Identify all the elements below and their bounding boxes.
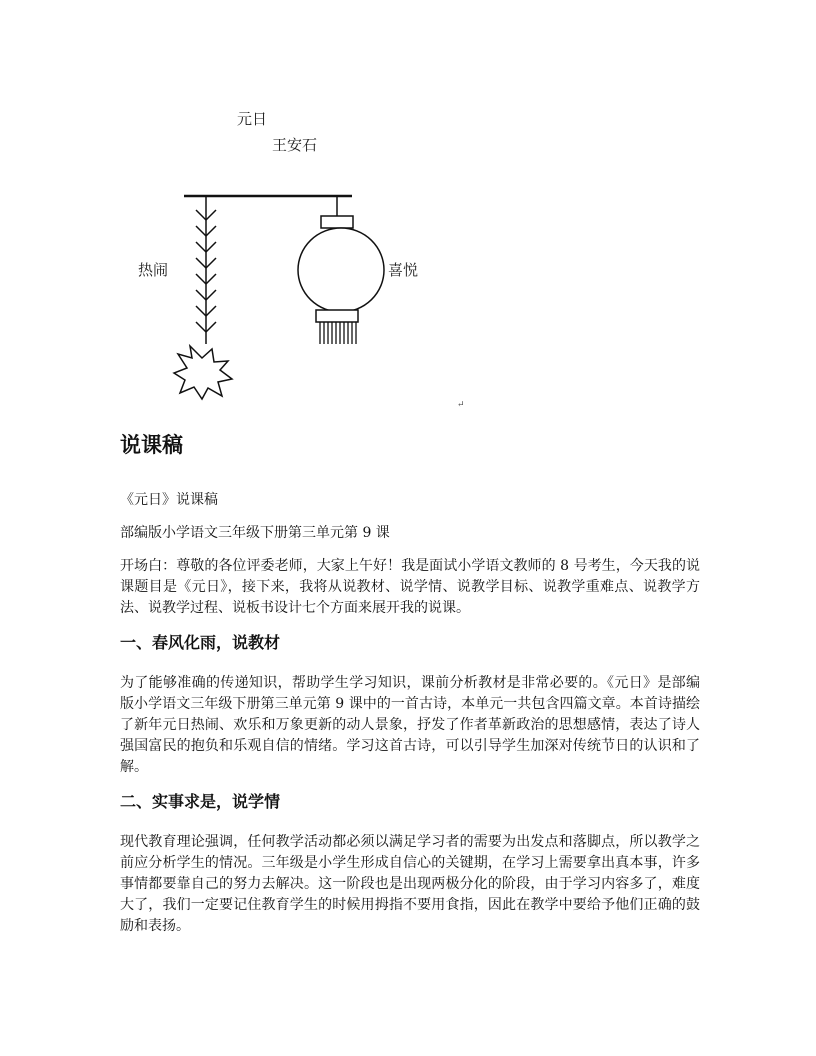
poem-author: 王安石 bbox=[272, 136, 318, 154]
explosion-icon bbox=[174, 346, 232, 399]
section-body-textbook: 为了能够准确的传递知识，帮助学生学习知识，课前分析教材是非常必要的。《元日》是部编版小学语文三年级下册第三单元第 9 课中的一首古诗，本单元一共包含四篇文章。本首诗描绘了新年元日热闹、欢乐和万象更新的动人景象，抒发了作者革新政治的思想感情，表达了诗人强国富民的抱负和乐观自信的情绪。学习这首古诗，可以引导学生加深对传统节日的认识和了解。 bbox=[120, 675, 700, 775]
document-title: 说课稿 bbox=[120, 433, 183, 457]
section-heading-textbook: 一、春风化雨，说教材 bbox=[120, 633, 281, 652]
section-heading-students: 二、实事求是，说学情 bbox=[120, 792, 281, 811]
section-body-students: 现代教育理论强调，任何教学活动都必须以满足学习者的需要为出发点和落脚点，所以教学之前应分析学生的情况。三年级是小学生形成自信心的关键期，在学习上需要拿出真本事，许多事情都要靠自己的努力去解决。这一阶段也是出现两极分化的阶段，由于学习内容多了，难度大了，我们一定要记住教育学生的时候用拇指不要用食指，因此在教学中要给予他们正确的鼓励和表扬。 bbox=[120, 834, 700, 934]
poem-title: 元日 bbox=[237, 110, 268, 128]
lantern-icon bbox=[298, 196, 384, 344]
blackboard-design-figure bbox=[120, 96, 500, 416]
firecracker-label: 热闹 bbox=[138, 261, 169, 279]
paragraph-mark: ↵ bbox=[457, 400, 465, 410]
lantern-label: 喜悦 bbox=[388, 261, 419, 279]
document-subtitle: 《元日》说课稿 bbox=[120, 492, 218, 508]
opening-paragraph: 开场白：尊敬的各位评委老师，大家上午好！我是面试小学语文教师的 8 号考生，今天我的说课题目是《元日》，接下来，我将从说教材、说学情、说教学目标、说教学重难点、说教学方法、说教学过程、说板书设计七个方面来展开我的说课。 bbox=[120, 558, 700, 616]
textbook-reference: 部编版小学语文三年级下册第三单元第 9 课 bbox=[120, 525, 390, 541]
lesson-document bbox=[120, 430, 700, 949]
firecracker-icon bbox=[196, 196, 216, 344]
